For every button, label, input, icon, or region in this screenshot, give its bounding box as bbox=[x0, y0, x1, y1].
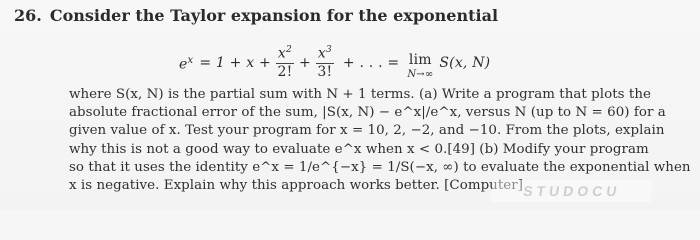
formula-lhs: $e^x$ bbox=[179, 54, 194, 73]
body-line-6: x is negative. Explain why this approach works better. [Computer] bbox=[69, 178, 523, 194]
body-line-3: given value of x. Test your program for x = 10, 2, −2, and −10. From the plots, explain bbox=[69, 123, 665, 139]
problem-body bbox=[69, 86, 700, 195]
problem-heading bbox=[14, 4, 682, 28]
watermark-fragment: STUDOCU bbox=[490, 180, 653, 202]
fraction-2-numerator: $x^3$ bbox=[317, 45, 332, 62]
fraction-1-numerator: $x^2$ bbox=[277, 45, 292, 62]
body-line-1: where S(x, N) is the partial sum with N + 1 terms. (a) Write a program that plots the bbox=[69, 87, 651, 102]
formula-rhs: S(x, N) bbox=[439, 55, 491, 72]
fraction-2-denominator: 3! bbox=[317, 63, 333, 80]
fraction-x2-over-2fact bbox=[276, 43, 294, 80]
limit-operator: lim bbox=[408, 51, 432, 68]
problem-title: Consider the Taylor expansion for the exponential bbox=[49, 6, 499, 25]
formula-plus: + bbox=[298, 55, 311, 72]
taylor-formula bbox=[179, 30, 682, 86]
fraction-1-denominator: 2! bbox=[277, 63, 293, 80]
problem-number: 26. bbox=[14, 6, 42, 25]
limit-expression bbox=[407, 53, 433, 80]
body-line-5: so that it uses the identity e^x = 1/e^{−x} = 1/S(−x, ∞) to evaluate the exponential when bbox=[69, 159, 691, 175]
body-line-4: why this is not a good way to evaluate e^x when x < 0.[49] (b) Modify your program bbox=[69, 141, 649, 157]
limit-subscript: N→∞ bbox=[407, 68, 434, 80]
formula-line bbox=[179, 45, 490, 82]
fraction-x3-over-3fact bbox=[316, 43, 334, 80]
formula-tail: + . . . = bbox=[342, 55, 400, 72]
formula-equals-1: = 1 + x + bbox=[199, 55, 271, 72]
body-line-2: absolute fractional error of the sum, |S(x, N) − e^x|/e^x, versus N (up to N = 60) for a bbox=[69, 105, 666, 121]
